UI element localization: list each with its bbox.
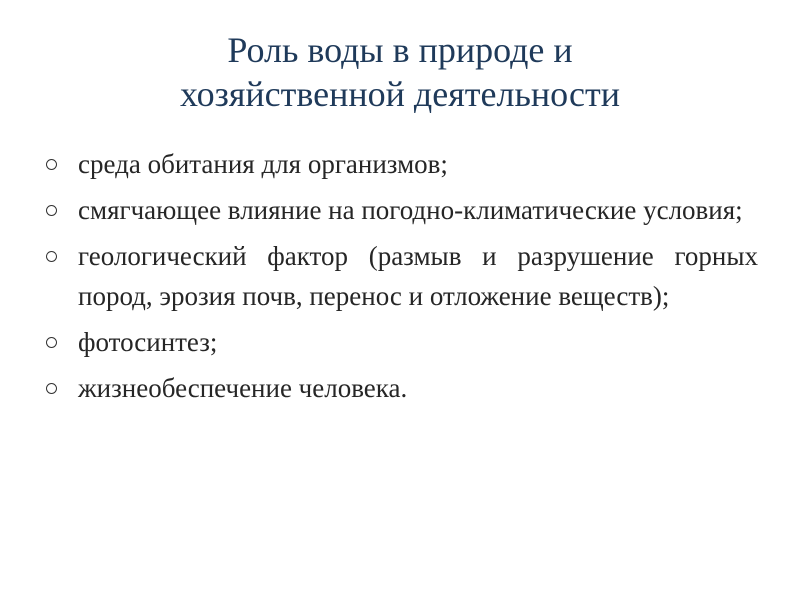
list-item — [46, 144, 758, 184]
list-item-text: фотосинтез; — [78, 327, 218, 357]
list-item-text: геологический фактор (размыв и разрушение горных пород, эрозия почв, перенос и отложение веществ); — [78, 241, 758, 311]
list-item — [46, 236, 758, 316]
hollow-circle-bullet-icon — [46, 251, 57, 262]
list-item — [46, 190, 758, 230]
hollow-circle-bullet-icon — [46, 159, 57, 170]
list-item-text: среда обитания для организмов; — [78, 149, 448, 179]
list-item-text: жизнеобеспечение человека. — [78, 373, 408, 403]
bullet-list — [46, 144, 758, 414]
hollow-circle-bullet-icon — [46, 205, 57, 216]
slide-title-line-1: Роль воды в природе и — [227, 30, 573, 70]
list-item — [46, 368, 758, 408]
slide-title — [0, 28, 800, 116]
hollow-circle-bullet-icon — [46, 383, 57, 394]
list-item — [46, 322, 758, 362]
hollow-circle-bullet-icon — [46, 337, 57, 348]
list-item-text: смягчающее влияние на погодно-климатические условия; — [78, 195, 743, 225]
slide-title-line-2: хозяйственной деятельности — [179, 74, 621, 114]
